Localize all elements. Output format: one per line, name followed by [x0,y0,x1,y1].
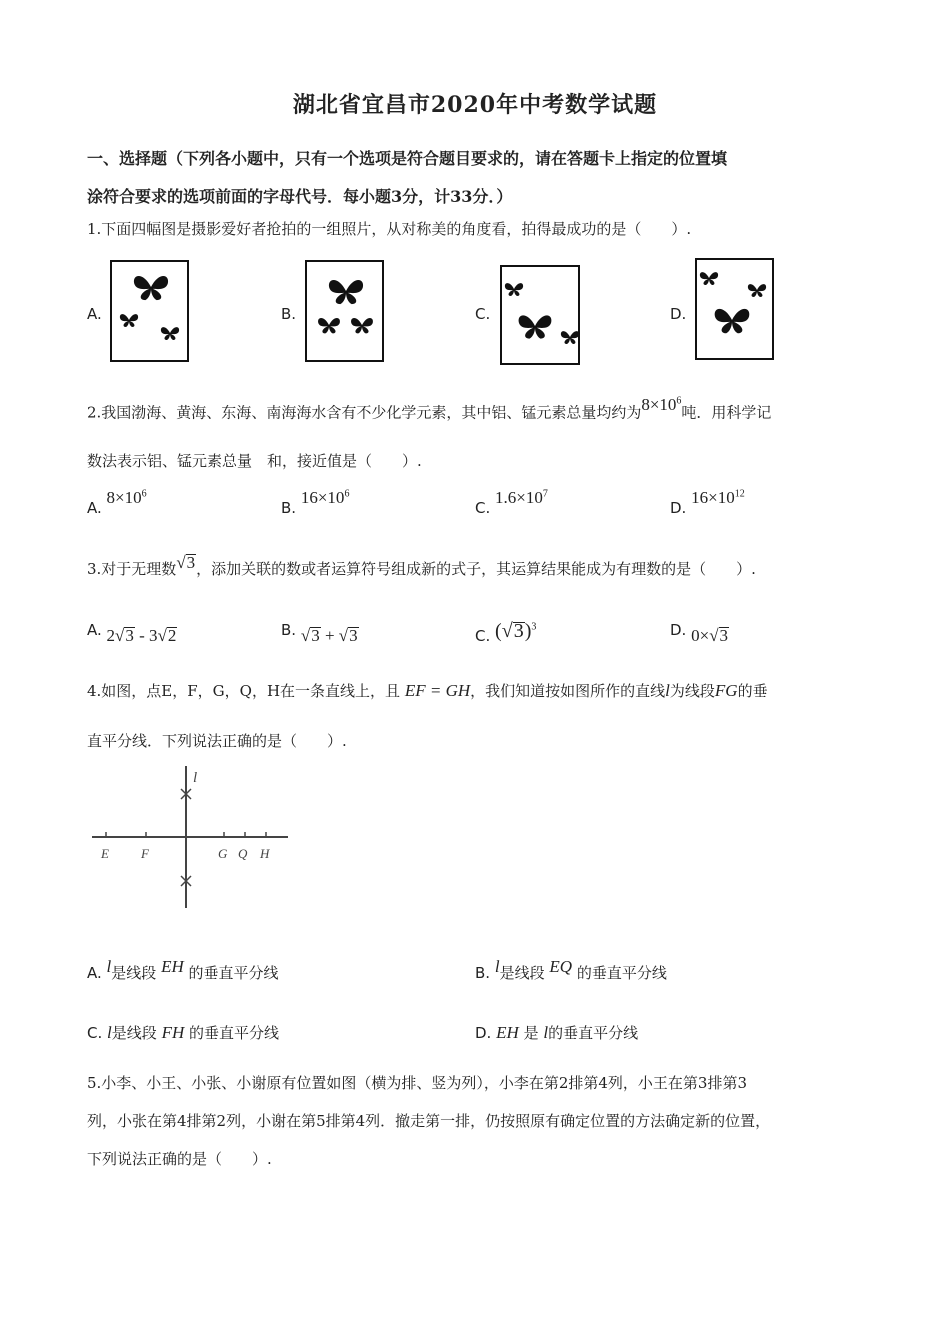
q3-sqrt: √3 [176,553,196,572]
question-5-line2: 列，小张在第4排第2列，小谢在第5排第4列．撤走第一排，仍按照原有确定位置的方法确定新的位置， [87,1112,771,1130]
q4-figure-perpendicular-bisector [90,762,295,912]
question-1-text: 1.下面四幅图是摄影爱好者抢拍的一组照片，从对称美的角度看，拍得最成功的是（ ）. [87,220,692,238]
q2-option-a: A. $8\times 10^6$ [87,488,147,517]
q2-option-d: D. $16\times 10^{12}$ [670,488,745,517]
section-header-line1: 一、选择题（下列各小题中，只有一个选项是符合题目要求的，请在答题卡上指定的位置填 [87,149,728,168]
butterfly-icon [747,282,767,298]
q1-option-a-label: A. [87,305,102,323]
q1-photo-a [110,260,189,362]
q4-label-h: H [260,846,270,861]
q2-text-b: 吨．用科学记 [681,403,772,422]
question-5-line3: 下列说法正确的是（ ）. [87,1150,272,1168]
q4-label-e: E [101,846,109,861]
butterfly-icon [317,315,341,335]
butterfly-icon [713,304,751,336]
q4-label-q: Q [238,846,248,861]
q2-option-c: C. $1.6\times 10^7$ [475,488,548,517]
q1-photo-d [695,258,774,360]
section-header-line2: 涂符合要求的选项前面的字母代号．每小题3分，计33分．） [87,187,513,206]
butterfly-icon [350,315,374,335]
q1-photo-c [500,265,580,365]
butterfly-icon [504,281,524,297]
q4-option-b: B. l是线段 EQ 的垂直平分线 [475,957,667,982]
q4-label-g: G [218,846,228,861]
question-2-line1 [87,394,772,422]
question-3-text: 3.对于无理数√3，添加关联的数或者运算符号组成新的式子，其运算结果能成为有理数的是（ ）. [87,553,756,578]
q4-label-l: l [193,770,198,786]
q4-option-a: A. l是线段 EH 的垂直平分线 [87,957,279,982]
butterfly-icon [132,272,170,302]
q2-text-a: 2.我国渤海、黄海、东海、南海海水含有不少化学元素，其中铝、锰元素总量均约为 [87,403,642,422]
q1-photo-b [305,260,384,362]
q3-option-d: D. 0×√3 [670,621,729,645]
q3-option-c: C. $(√3)^3$ [475,620,537,645]
question-2-line2: 数法表示铝、锰元素总量 和，接近值是（ ）. [87,452,422,470]
question-5-line1: 5.小李、小王、小张、小谢原有位置如图（横为排、竖为列），小李在第2排第4列，小王在第3排第3 [87,1074,747,1092]
q2-value: $8\times 10^6$ [641,394,682,414]
q1-option-c-label: C. [475,305,491,323]
q1-option-d-label: D. [670,305,687,323]
q3-option-b: B. √3 + √3 [281,621,358,645]
question-4-line2: 直平分线．下列说法正确的是（ ）. [87,732,347,750]
q3-option-a: A. 2√3 - 3√2 [87,621,177,645]
butterfly-icon [119,312,139,328]
q4-option-c: C. l是线段 FH 的垂直平分线 [87,1023,280,1042]
q1-option-b-label: B. [281,305,297,323]
butterfly-icon [327,276,365,306]
butterfly-icon [699,270,719,286]
q4-equation: EF = GH [404,681,471,700]
butterfly-icon [517,311,553,341]
page-title: 湖北省宜昌市2020年中考数学试题 [292,92,658,118]
q4-option-d: D. EH 是 l的垂直平分线 [475,1023,639,1042]
question-4-line1: 4.如图，点E，F，G，Q，H在一条直线上，且 EF = GH，我们知道按如图所作的直线l为线段FG的垂 [87,681,768,700]
q4-label-f: F [141,846,149,861]
butterfly-icon [160,325,180,341]
q2-option-b: B. $16\times 10^6$ [281,488,350,517]
butterfly-icon [560,329,580,345]
